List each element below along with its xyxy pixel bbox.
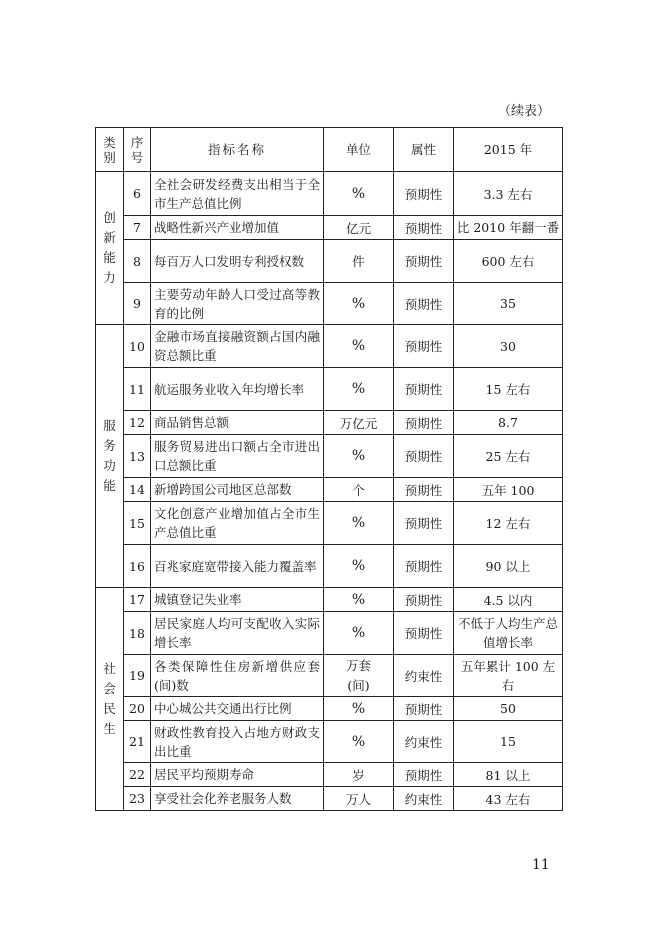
- row-number: 11: [124, 368, 151, 411]
- table-row: [96, 368, 563, 411]
- attribute-cell: 预期性: [394, 172, 454, 216]
- target-cell: 81 以上: [454, 763, 563, 787]
- table-row: [96, 721, 563, 763]
- attribute-cell: 预期性: [394, 368, 454, 411]
- table-row: [96, 545, 563, 588]
- header-number-text: 序号: [130, 134, 144, 165]
- indicator-name: 财政性教育投入占地方财政支出比重: [151, 721, 324, 763]
- attribute-cell: 预期性: [394, 612, 454, 655]
- table-row: [96, 283, 563, 325]
- attribute-cell: 约束性: [394, 721, 454, 763]
- table-row: [96, 655, 563, 697]
- attribute-cell: 约束性: [394, 787, 454, 811]
- indicator-name: 居民家庭人均可支配收入实际增长率: [151, 612, 324, 655]
- category-label: 服务功能: [103, 418, 116, 493]
- attribute-cell: 预期性: [394, 763, 454, 787]
- row-number: 17: [124, 588, 151, 612]
- row-number: 23: [124, 787, 151, 811]
- indicator-name: 文化创意产业增加值占全市生产总值比重: [151, 502, 324, 545]
- unit-cell: 亿元: [324, 216, 394, 240]
- target-cell: 15 左右: [454, 368, 563, 411]
- row-number: 10: [124, 325, 151, 368]
- indicator-name: 居民平均预期寿命: [151, 763, 324, 787]
- indicator-name: 战略性新兴产业增加值: [151, 216, 324, 240]
- category-cell: [96, 172, 124, 325]
- unit-cell: %: [324, 368, 394, 411]
- target-cell: 43 左右: [454, 787, 563, 811]
- indicator-name: 商品销售总额: [151, 411, 324, 435]
- unit-cell: 万人: [324, 787, 394, 811]
- indicator-name: 中心城公共交通出行比例: [151, 697, 324, 721]
- attribute-cell: 预期性: [394, 283, 454, 325]
- row-number: 22: [124, 763, 151, 787]
- target-cell: 不低于人均生产总值增长率: [454, 612, 563, 655]
- indicator-name: 享受社会化养老服务人数: [151, 787, 324, 811]
- attribute-cell: 预期性: [394, 545, 454, 588]
- table-row: [96, 787, 563, 811]
- indicator-table: [95, 127, 563, 811]
- header-category: [96, 128, 124, 172]
- unit-cell: %: [324, 697, 394, 721]
- table-row: [96, 411, 563, 435]
- unit-cell: %: [324, 545, 394, 588]
- unit-cell: 岁: [324, 763, 394, 787]
- row-number: 6: [124, 172, 151, 216]
- attribute-cell: 预期性: [394, 502, 454, 545]
- target-cell: 五年累计 100 左右: [454, 655, 563, 697]
- table-row: [96, 435, 563, 478]
- unit-cell: %: [324, 283, 394, 325]
- target-cell: 600 左右: [454, 240, 563, 283]
- header-indicator: 指标名称: [151, 128, 324, 172]
- target-cell: 五年 100: [454, 478, 563, 502]
- category-cell: [96, 325, 124, 588]
- indicator-name: 百兆家庭宽带接入能力覆盖率: [151, 545, 324, 588]
- unit-cell: 万亿元: [324, 411, 394, 435]
- table-row: [96, 697, 563, 721]
- table-row: [96, 325, 563, 368]
- attribute-cell: 约束性: [394, 655, 454, 697]
- target-cell: 4.5 以内: [454, 588, 563, 612]
- row-number: 8: [124, 240, 151, 283]
- target-cell: 90 以上: [454, 545, 563, 588]
- unit-cell: %: [324, 502, 394, 545]
- table-row: [96, 502, 563, 545]
- target-cell: 50: [454, 697, 563, 721]
- row-number: 18: [124, 612, 151, 655]
- target-cell: 35: [454, 283, 563, 325]
- attribute-cell: 预期性: [394, 697, 454, 721]
- row-number: 15: [124, 502, 151, 545]
- indicator-name: 服务贸易进出口额占全市进出口总额比重: [151, 435, 324, 478]
- indicator-name: 航运服务业收入年均增长率: [151, 368, 324, 411]
- unit-cell: %: [324, 721, 394, 763]
- attribute-cell: 预期性: [394, 435, 454, 478]
- row-number: 13: [124, 435, 151, 478]
- unit-cell: 件: [324, 240, 394, 283]
- header-number: [124, 128, 151, 172]
- attribute-cell: 预期性: [394, 588, 454, 612]
- indicator-name: 每百万人口发明专利授权数: [151, 240, 324, 283]
- row-number: 14: [124, 478, 151, 502]
- target-cell: 8.7: [454, 411, 563, 435]
- row-number: 9: [124, 283, 151, 325]
- attribute-cell: 预期性: [394, 478, 454, 502]
- unit-cell: %: [324, 325, 394, 368]
- row-number: 19: [124, 655, 151, 697]
- target-cell: 比 2010 年翻一番: [454, 216, 563, 240]
- table-row: [96, 612, 563, 655]
- attribute-cell: 预期性: [394, 240, 454, 283]
- table-row: [96, 172, 563, 216]
- target-cell: 30: [454, 325, 563, 368]
- table-row: [96, 216, 563, 240]
- attribute-cell: 预期性: [394, 325, 454, 368]
- indicator-name: 新增跨国公司地区总部数: [151, 478, 324, 502]
- category-cell: [96, 588, 124, 811]
- header-row: [96, 128, 563, 172]
- unit-cell: 万套(间): [324, 655, 394, 697]
- target-cell: 15: [454, 721, 563, 763]
- row-number: 16: [124, 545, 151, 588]
- target-cell: 25 左右: [454, 435, 563, 478]
- indicator-name: 城镇登记失业率: [151, 588, 324, 612]
- header-unit: 单位: [324, 128, 394, 172]
- indicator-name: 主要劳动年龄人口受过高等教育的比例: [151, 283, 324, 325]
- continued-label: （续表）: [497, 104, 550, 119]
- table-row: [96, 478, 563, 502]
- table-row: [96, 588, 563, 612]
- row-number: 21: [124, 721, 151, 763]
- indicator-name: 各类保障性住房新增供应套(间)数: [151, 655, 324, 697]
- target-cell: 12 左右: [454, 502, 563, 545]
- unit-cell: 个: [324, 478, 394, 502]
- attribute-cell: 预期性: [394, 411, 454, 435]
- unit-cell: %: [324, 612, 394, 655]
- attribute-cell: 预期性: [394, 216, 454, 240]
- table-row: [96, 763, 563, 787]
- page-number: 11: [532, 857, 550, 873]
- row-number: 12: [124, 411, 151, 435]
- target-cell: 3.3 左右: [454, 172, 563, 216]
- unit-cell: %: [324, 172, 394, 216]
- header-attribute: 属性: [394, 128, 454, 172]
- row-number: 7: [124, 216, 151, 240]
- table-body: [96, 172, 563, 811]
- table-row: [96, 240, 563, 283]
- header-year: 2015 年: [454, 128, 563, 172]
- unit-cell: %: [324, 588, 394, 612]
- header-category-text: 类别: [103, 134, 116, 165]
- category-label: 社会民生: [103, 661, 116, 736]
- category-label: 创新能力: [103, 210, 116, 285]
- unit-cell: %: [324, 435, 394, 478]
- indicator-name: 金融市场直接融资额占国内融资总额比重: [151, 325, 324, 368]
- row-number: 20: [124, 697, 151, 721]
- indicator-name: 全社会研发经费支出相当于全市生产总值比例: [151, 172, 324, 216]
